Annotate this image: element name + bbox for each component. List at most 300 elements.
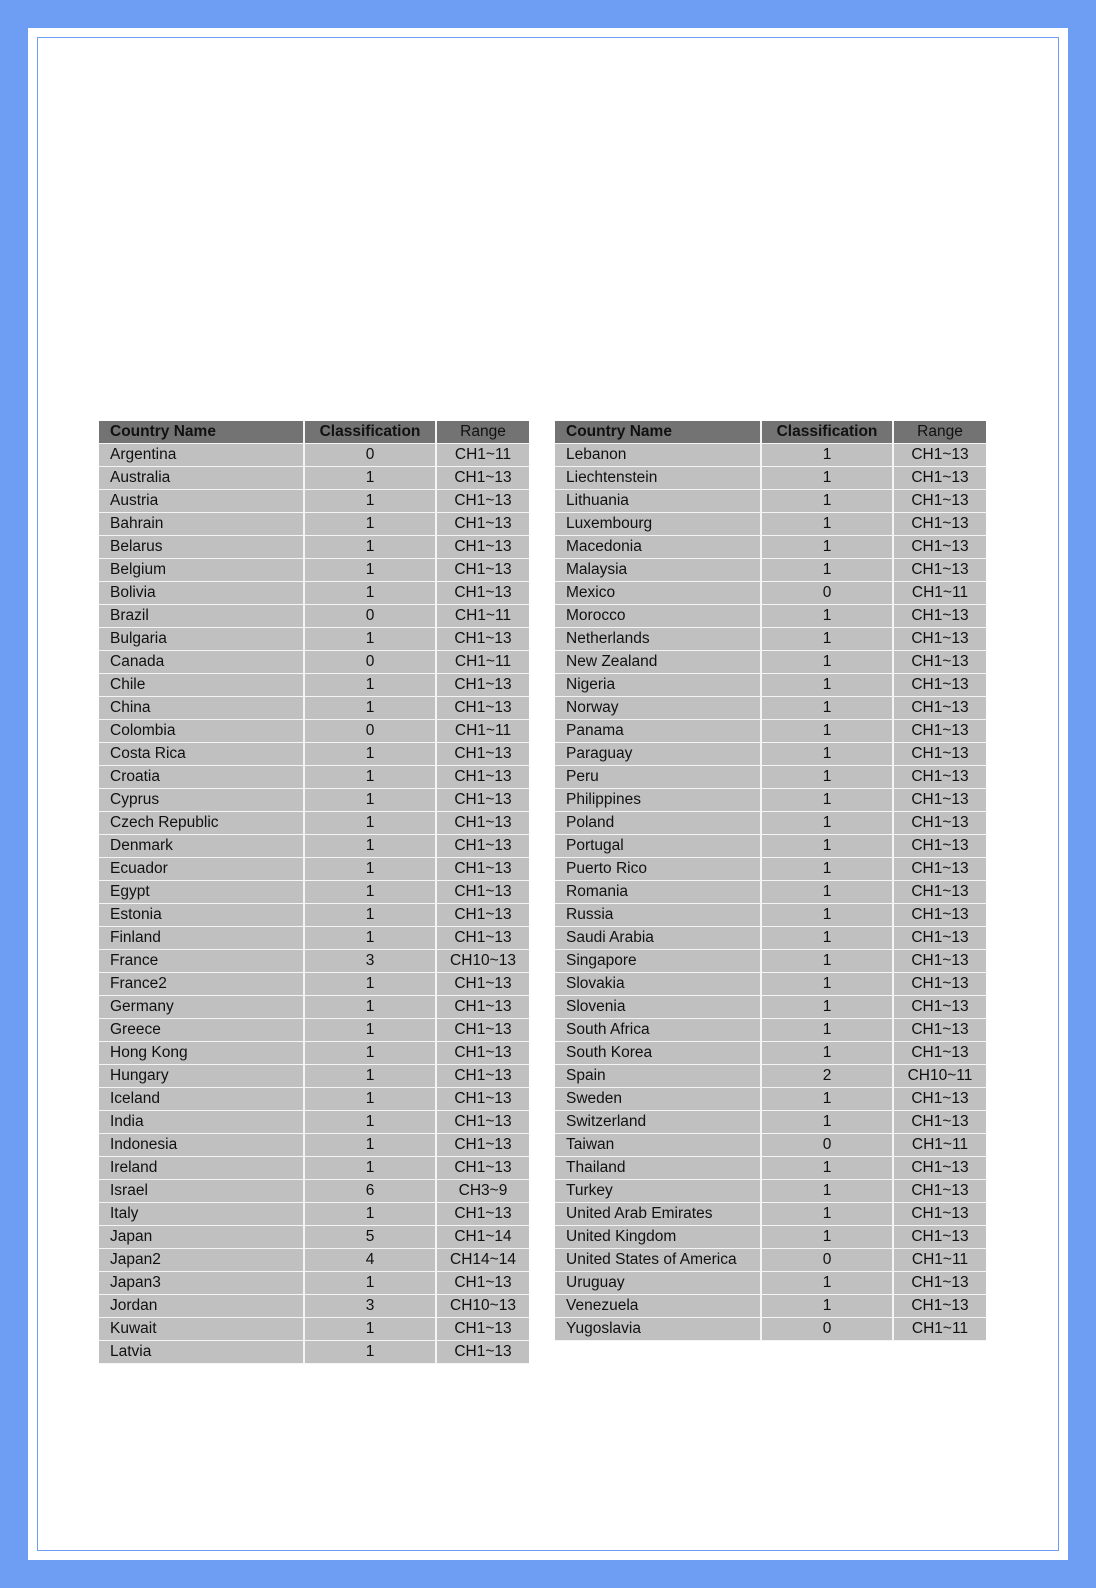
table-row [555, 1134, 986, 1157]
cell-classification: 1 [762, 720, 894, 743]
cell-classification: 1 [762, 605, 894, 628]
cell-range: CH1~13 [437, 1042, 529, 1065]
cell-range: CH1~13 [437, 1088, 529, 1111]
cell-range: CH1~13 [894, 1088, 986, 1111]
cell-classification: 1 [305, 1019, 437, 1042]
cell-classification: 1 [762, 1111, 894, 1134]
table-row [555, 605, 986, 628]
table-row [99, 1065, 529, 1088]
cell-classification: 1 [762, 444, 894, 467]
table-row [99, 605, 529, 628]
cell-country-name: Hong Kong [99, 1042, 305, 1065]
cell-country-name: Cyprus [99, 789, 305, 812]
cell-range: CH1~13 [894, 536, 986, 559]
table-row [99, 766, 529, 789]
table-row [555, 881, 986, 904]
cell-range: CH1~13 [894, 651, 986, 674]
table-row [99, 927, 529, 950]
cell-classification: 1 [305, 766, 437, 789]
cell-country-name: Australia [99, 467, 305, 490]
cell-range: CH1~13 [437, 1065, 529, 1088]
cell-classification: 1 [305, 1065, 437, 1088]
table-row [99, 1203, 529, 1226]
cell-country-name: Venezuela [555, 1295, 762, 1318]
table-row [99, 536, 529, 559]
cell-range: CH1~13 [437, 582, 529, 605]
cell-range: CH1~13 [437, 559, 529, 582]
cell-classification: 1 [305, 927, 437, 950]
cell-range: CH1~13 [437, 1157, 529, 1180]
cell-country-name: Liechtenstein [555, 467, 762, 490]
cell-classification: 1 [762, 1180, 894, 1203]
table-row [99, 789, 529, 812]
cell-classification: 1 [762, 1157, 894, 1180]
cell-country-name: Taiwan [555, 1134, 762, 1157]
cell-classification: 1 [762, 536, 894, 559]
cell-country-name: Lebanon [555, 444, 762, 467]
cell-range: CH1~11 [894, 1318, 986, 1341]
cell-classification: 0 [305, 651, 437, 674]
cell-classification: 1 [305, 812, 437, 835]
cell-country-name: Luxembourg [555, 513, 762, 536]
table-row [555, 858, 986, 881]
cell-country-name: Saudi Arabia [555, 927, 762, 950]
cell-country-name: Japan3 [99, 1272, 305, 1295]
table-row [555, 582, 986, 605]
cell-classification: 1 [305, 1318, 437, 1341]
cell-country-name: Panama [555, 720, 762, 743]
cell-country-name: Jordan [99, 1295, 305, 1318]
table-row [99, 881, 529, 904]
table-row [99, 1019, 529, 1042]
table-row [555, 1180, 986, 1203]
cell-classification: 0 [762, 1134, 894, 1157]
table-row [555, 1318, 986, 1341]
cell-range: CH1~13 [437, 467, 529, 490]
cell-classification: 2 [762, 1065, 894, 1088]
cell-range: CH1~13 [437, 536, 529, 559]
table-row [555, 766, 986, 789]
cell-range: CH1~11 [894, 1249, 986, 1272]
cell-range: CH1~13 [894, 766, 986, 789]
cell-classification: 1 [762, 904, 894, 927]
cell-country-name: Yugoslavia [555, 1318, 762, 1341]
cell-country-name: Portugal [555, 835, 762, 858]
cell-country-name: Denmark [99, 835, 305, 858]
cell-range: CH1~13 [437, 766, 529, 789]
cell-range: CH1~13 [894, 743, 986, 766]
cell-range: CH1~11 [437, 605, 529, 628]
cell-range: CH1~13 [894, 835, 986, 858]
cell-country-name: United States of America [555, 1249, 762, 1272]
cell-classification: 1 [762, 996, 894, 1019]
cell-country-name: India [99, 1111, 305, 1134]
cell-classification: 1 [305, 467, 437, 490]
table-row [555, 1272, 986, 1295]
cell-country-name: Chile [99, 674, 305, 697]
cell-classification: 5 [305, 1226, 437, 1249]
cell-country-name: Israel [99, 1180, 305, 1203]
table-row [99, 1180, 529, 1203]
country-table-right [555, 421, 986, 1341]
table-row [555, 789, 986, 812]
table-row [99, 950, 529, 973]
cell-classification: 1 [762, 628, 894, 651]
table-row [99, 651, 529, 674]
table-row [99, 1249, 529, 1272]
cell-range: CH14~14 [437, 1249, 529, 1272]
cell-range: CH1~13 [437, 697, 529, 720]
cell-range: CH1~13 [894, 858, 986, 881]
table-row [555, 490, 986, 513]
cell-country-name: Costa Rica [99, 743, 305, 766]
cell-range: CH1~11 [894, 582, 986, 605]
table-row [555, 1249, 986, 1272]
cell-classification: 1 [762, 1019, 894, 1042]
cell-country-name: South Africa [555, 1019, 762, 1042]
cell-classification: 1 [762, 881, 894, 904]
table-row [99, 904, 529, 927]
cell-range: CH1~13 [437, 996, 529, 1019]
cell-range: CH1~13 [894, 720, 986, 743]
cell-country-name: United Arab Emirates [555, 1203, 762, 1226]
cell-classification: 1 [762, 973, 894, 996]
cell-country-name: Slovenia [555, 996, 762, 1019]
table-row [99, 1111, 529, 1134]
cell-classification: 1 [762, 789, 894, 812]
cell-range: CH1~13 [437, 743, 529, 766]
cell-country-name: Russia [555, 904, 762, 927]
cell-range: CH1~13 [894, 904, 986, 927]
cell-classification: 1 [305, 1272, 437, 1295]
cell-country-name: South Korea [555, 1042, 762, 1065]
header-range: Range [894, 421, 986, 444]
table-row [555, 973, 986, 996]
cell-range: CH10~11 [894, 1065, 986, 1088]
cell-classification: 1 [762, 674, 894, 697]
cell-classification: 1 [305, 490, 437, 513]
cell-range: CH1~13 [437, 674, 529, 697]
cell-country-name: France [99, 950, 305, 973]
cell-range: CH1~13 [894, 1295, 986, 1318]
cell-country-name: Norway [555, 697, 762, 720]
cell-classification: 1 [305, 536, 437, 559]
table-row [99, 559, 529, 582]
cell-range: CH1~13 [894, 513, 986, 536]
cell-classification: 1 [762, 513, 894, 536]
cell-range: CH1~13 [437, 858, 529, 881]
header-country-name: Country Name [555, 421, 762, 444]
cell-range: CH1~11 [437, 651, 529, 674]
table-row [99, 467, 529, 490]
cell-range: CH1~13 [437, 835, 529, 858]
cell-classification: 6 [305, 1180, 437, 1203]
cell-range: CH1~13 [894, 1180, 986, 1203]
cell-classification: 1 [305, 1088, 437, 1111]
cell-country-name: Croatia [99, 766, 305, 789]
table-row [555, 1157, 986, 1180]
cell-range: CH1~13 [894, 674, 986, 697]
cell-range: CH1~13 [894, 1019, 986, 1042]
cell-classification: 1 [305, 1134, 437, 1157]
cell-country-name: Morocco [555, 605, 762, 628]
cell-range: CH1~11 [437, 720, 529, 743]
cell-classification: 1 [762, 467, 894, 490]
cell-country-name: Switzerland [555, 1111, 762, 1134]
table-row [99, 1088, 529, 1111]
cell-range: CH1~13 [437, 513, 529, 536]
cell-range: CH1~13 [437, 1134, 529, 1157]
cell-country-name: New Zealand [555, 651, 762, 674]
cell-country-name: Macedonia [555, 536, 762, 559]
cell-range: CH1~14 [437, 1226, 529, 1249]
cell-classification: 1 [762, 1272, 894, 1295]
cell-classification: 1 [305, 904, 437, 927]
cell-classification: 1 [762, 766, 894, 789]
cell-range: CH1~13 [437, 628, 529, 651]
cell-range: CH1~13 [437, 1318, 529, 1341]
cell-range: CH1~13 [894, 559, 986, 582]
cell-country-name: China [99, 697, 305, 720]
cell-classification: 1 [762, 1295, 894, 1318]
cell-range: CH1~13 [894, 927, 986, 950]
cell-range: CH1~13 [894, 1157, 986, 1180]
cell-country-name: Belgium [99, 559, 305, 582]
cell-classification: 1 [305, 513, 437, 536]
cell-classification: 1 [305, 582, 437, 605]
cell-classification: 1 [305, 1203, 437, 1226]
cell-range: CH1~13 [894, 812, 986, 835]
cell-classification: 1 [305, 1111, 437, 1134]
cell-range: CH1~13 [894, 628, 986, 651]
cell-range: CH1~13 [437, 927, 529, 950]
cell-range: CH1~13 [894, 950, 986, 973]
cell-country-name: Puerto Rico [555, 858, 762, 881]
cell-country-name: Hungary [99, 1065, 305, 1088]
cell-classification: 1 [305, 674, 437, 697]
cell-classification: 1 [762, 927, 894, 950]
table-row [555, 1226, 986, 1249]
cell-range: CH1~13 [894, 1042, 986, 1065]
cell-range: CH10~13 [437, 1295, 529, 1318]
table-header-row [555, 421, 986, 444]
table-row [555, 1111, 986, 1134]
cell-classification: 1 [762, 1042, 894, 1065]
cell-classification: 1 [305, 973, 437, 996]
table-row [99, 743, 529, 766]
table-row [555, 812, 986, 835]
table-row [99, 444, 529, 467]
table-row [99, 1341, 529, 1364]
cell-range: CH1~13 [437, 1111, 529, 1134]
table-row [555, 1088, 986, 1111]
cell-classification: 1 [762, 1203, 894, 1226]
cell-country-name: Colombia [99, 720, 305, 743]
cell-country-name: Italy [99, 1203, 305, 1226]
table-row [555, 674, 986, 697]
cell-classification: 1 [762, 490, 894, 513]
cell-classification: 1 [305, 881, 437, 904]
cell-country-name: Peru [555, 766, 762, 789]
cell-range: CH1~13 [894, 490, 986, 513]
cell-range: CH1~13 [437, 973, 529, 996]
cell-country-name: Greece [99, 1019, 305, 1042]
table-row [99, 1042, 529, 1065]
cell-range: CH1~13 [894, 881, 986, 904]
cell-classification: 1 [305, 858, 437, 881]
cell-classification: 1 [762, 950, 894, 973]
cell-classification: 0 [762, 1249, 894, 1272]
cell-classification: 1 [305, 628, 437, 651]
cell-classification: 3 [305, 950, 437, 973]
cell-range: CH1~13 [894, 1111, 986, 1134]
cell-country-name: Japan2 [99, 1249, 305, 1272]
cell-classification: 0 [305, 720, 437, 743]
cell-classification: 1 [305, 559, 437, 582]
cell-range: CH1~13 [894, 697, 986, 720]
cell-range: CH1~13 [437, 904, 529, 927]
cell-country-name: Ecuador [99, 858, 305, 881]
cell-country-name: Lithuania [555, 490, 762, 513]
cell-country-name: Iceland [99, 1088, 305, 1111]
table-row [99, 812, 529, 835]
cell-classification: 0 [305, 605, 437, 628]
cell-country-name: Bahrain [99, 513, 305, 536]
cell-range: CH1~13 [894, 467, 986, 490]
cell-range: CH3~9 [437, 1180, 529, 1203]
cell-range: CH1~13 [894, 1272, 986, 1295]
cell-classification: 1 [762, 743, 894, 766]
cell-classification: 4 [305, 1249, 437, 1272]
country-table-left [99, 421, 529, 1364]
cell-classification: 1 [762, 1226, 894, 1249]
cell-classification: 1 [762, 858, 894, 881]
cell-range: CH1~13 [894, 996, 986, 1019]
table-row [555, 835, 986, 858]
table-row [99, 1295, 529, 1318]
table-row [555, 513, 986, 536]
table-row [99, 1157, 529, 1180]
table-row [555, 467, 986, 490]
header-classification: Classification [305, 421, 437, 444]
table-row [555, 904, 986, 927]
table-row [99, 996, 529, 1019]
cell-classification: 1 [305, 743, 437, 766]
cell-range: CH1~11 [894, 1134, 986, 1157]
table-row [555, 996, 986, 1019]
table-row [99, 697, 529, 720]
cell-classification: 1 [762, 697, 894, 720]
cell-country-name: Brazil [99, 605, 305, 628]
cell-country-name: Spain [555, 1065, 762, 1088]
cell-classification: 1 [305, 1042, 437, 1065]
cell-classification: 1 [305, 789, 437, 812]
cell-range: CH1~13 [437, 1203, 529, 1226]
cell-country-name: Czech Republic [99, 812, 305, 835]
cell-country-name: Japan [99, 1226, 305, 1249]
cell-range: CH1~11 [437, 444, 529, 467]
table-row [99, 674, 529, 697]
cell-country-name: Mexico [555, 582, 762, 605]
cell-range: CH1~13 [894, 789, 986, 812]
header-classification: Classification [762, 421, 894, 444]
cell-classification: 1 [762, 559, 894, 582]
cell-range: CH1~13 [894, 444, 986, 467]
cell-country-name: Ireland [99, 1157, 305, 1180]
cell-range: CH1~13 [437, 1272, 529, 1295]
cell-country-name: Poland [555, 812, 762, 835]
cell-classification: 1 [305, 697, 437, 720]
cell-range: CH10~13 [437, 950, 529, 973]
cell-classification: 0 [305, 444, 437, 467]
header-country-name: Country Name [99, 421, 305, 444]
cell-country-name: Finland [99, 927, 305, 950]
table-row [555, 950, 986, 973]
table-row [555, 651, 986, 674]
cell-country-name: Turkey [555, 1180, 762, 1203]
cell-classification: 1 [305, 1157, 437, 1180]
table-row [555, 1019, 986, 1042]
table-row [99, 858, 529, 881]
cell-country-name: Kuwait [99, 1318, 305, 1341]
cell-classification: 1 [305, 835, 437, 858]
table-row [99, 490, 529, 513]
cell-country-name: Netherlands [555, 628, 762, 651]
cell-classification: 1 [305, 1341, 437, 1364]
cell-range: CH1~13 [894, 605, 986, 628]
table-header-row [99, 421, 529, 444]
table-row [99, 1134, 529, 1157]
cell-country-name: Bolivia [99, 582, 305, 605]
cell-range: CH1~13 [894, 1203, 986, 1226]
cell-country-name: Malaysia [555, 559, 762, 582]
cell-country-name: Uruguay [555, 1272, 762, 1295]
cell-country-name: Germany [99, 996, 305, 1019]
cell-classification: 1 [305, 996, 437, 1019]
table-row [555, 927, 986, 950]
table-row [99, 1272, 529, 1295]
table-row [99, 513, 529, 536]
cell-range: CH1~13 [437, 1019, 529, 1042]
table-row [555, 1042, 986, 1065]
table-row [99, 1226, 529, 1249]
cell-country-name: Latvia [99, 1341, 305, 1364]
table-row [99, 1318, 529, 1341]
cell-country-name: United Kingdom [555, 1226, 762, 1249]
table-row [555, 697, 986, 720]
cell-range: CH1~13 [437, 881, 529, 904]
cell-country-name: Romania [555, 881, 762, 904]
cell-country-name: Indonesia [99, 1134, 305, 1157]
table-row [555, 536, 986, 559]
cell-classification: 0 [762, 1318, 894, 1341]
header-range: Range [437, 421, 529, 444]
cell-range: CH1~13 [437, 789, 529, 812]
table-row [555, 720, 986, 743]
cell-range: CH1~13 [894, 973, 986, 996]
table-row [99, 973, 529, 996]
table-row [555, 1295, 986, 1318]
cell-country-name: Paraguay [555, 743, 762, 766]
table-row [555, 1065, 986, 1088]
table-row [555, 628, 986, 651]
cell-country-name: Estonia [99, 904, 305, 927]
cell-classification: 1 [762, 812, 894, 835]
table-row [99, 720, 529, 743]
cell-country-name: Slovakia [555, 973, 762, 996]
cell-country-name: Canada [99, 651, 305, 674]
cell-classification: 1 [762, 1088, 894, 1111]
